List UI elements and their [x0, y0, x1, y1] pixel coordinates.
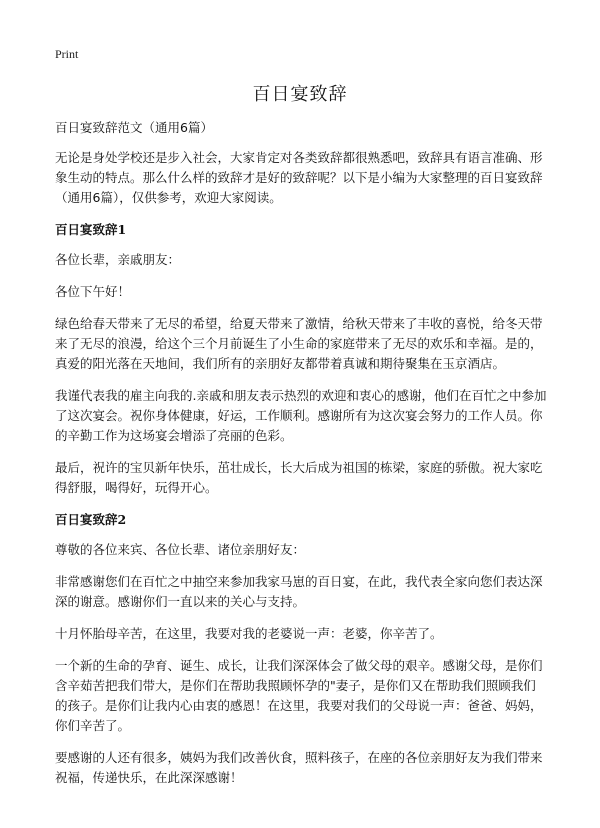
paragraph: 最后，祝许的宝贝新年快乐，茁壮成长，长大后成为祖国的栋梁，家庭的骄傲。祝大家吃得舒服，喝得好，玩得开心。	[55, 460, 543, 495]
paragraph: 十月怀胎母辛苦，在这里，我要对我的老婆说一声：老婆，你辛苦了。	[55, 626, 443, 641]
paragraph: 尊敬的各位来宾、各位长辈、诸位亲朋好友：	[55, 542, 306, 557]
section-heading-1: 百日宴致辞1	[55, 222, 127, 237]
section-heading-2: 百日宴致辞2	[55, 512, 127, 527]
paragraph: 要感谢的人还有很多，姨妈为我们改善伙食，照料孩子，在座的各位亲朋好友为我们带来祝福，传递快乐，在此深深感谢！	[55, 750, 543, 785]
page-title: 百日宴致辞	[252, 84, 348, 105]
paragraph: 各位长辈，亲戚朋友：	[55, 252, 181, 267]
article-subtitle: 百日宴致辞范文（通用6篇）	[55, 120, 213, 135]
article-body	[55, 118, 547, 800]
paragraph: 绿色给春天带来了无尽的希望，给夏天带来了激情，给秋天带来了丰收的喜悦，给冬天带来了无尽的浪漫，给这个三个月前诞生了小生命的家庭带来了无尽的欢乐和幸福。是的，真爱的阳光落在天地间，我们所有的亲朋好友都带着真诚和期待聚集在玉京酒店。	[55, 316, 543, 371]
intro-paragraph: 无论是身处学校还是步入社会，大家肯定对各类致辞都很熟悉吧，致辞具有语言准确、形象生动的特点。那么什么样的致辞才是好的致辞呢？以下是小编为大家整理的百日宴致辞（通用6篇），仅供参考，欢迎大家阅读。	[55, 150, 543, 205]
paragraph: 我谨代表我的雇主向我的.亲戚和朋友表示热烈的欢迎和衷心的感谢，他们在百忙之中参加了这次宴会。祝你身体健康，好运，工作顺利。感谢所有为这次宴会努力的工作人员。你的辛勤工作为这场宴会增添了亮丽的色彩。	[55, 388, 547, 443]
paragraph: 各位下午好！	[55, 284, 131, 299]
paragraph: 一个新的生命的孕育、诞生、成长，让我们深深体会了做父母的艰辛。感谢父母，是你们含辛茹苦把我们带大，是你们在帮助我照顾怀孕的"妻子，是你们又在帮助我们照顾我们的孩子。是你们让我内心由衷的感恩！在这里，我要对我们的父母说一声：爸爸、妈妈，你们辛苦了。	[55, 658, 543, 733]
print-link[interactable]: Print	[55, 47, 79, 61]
paragraph: 非常感谢您们在百忙之中抽空来参加我家马崽的百日宴，在此，我代表全家向您们表达深深的谢意。感谢你们一直以来的关心与支持。	[55, 574, 543, 609]
